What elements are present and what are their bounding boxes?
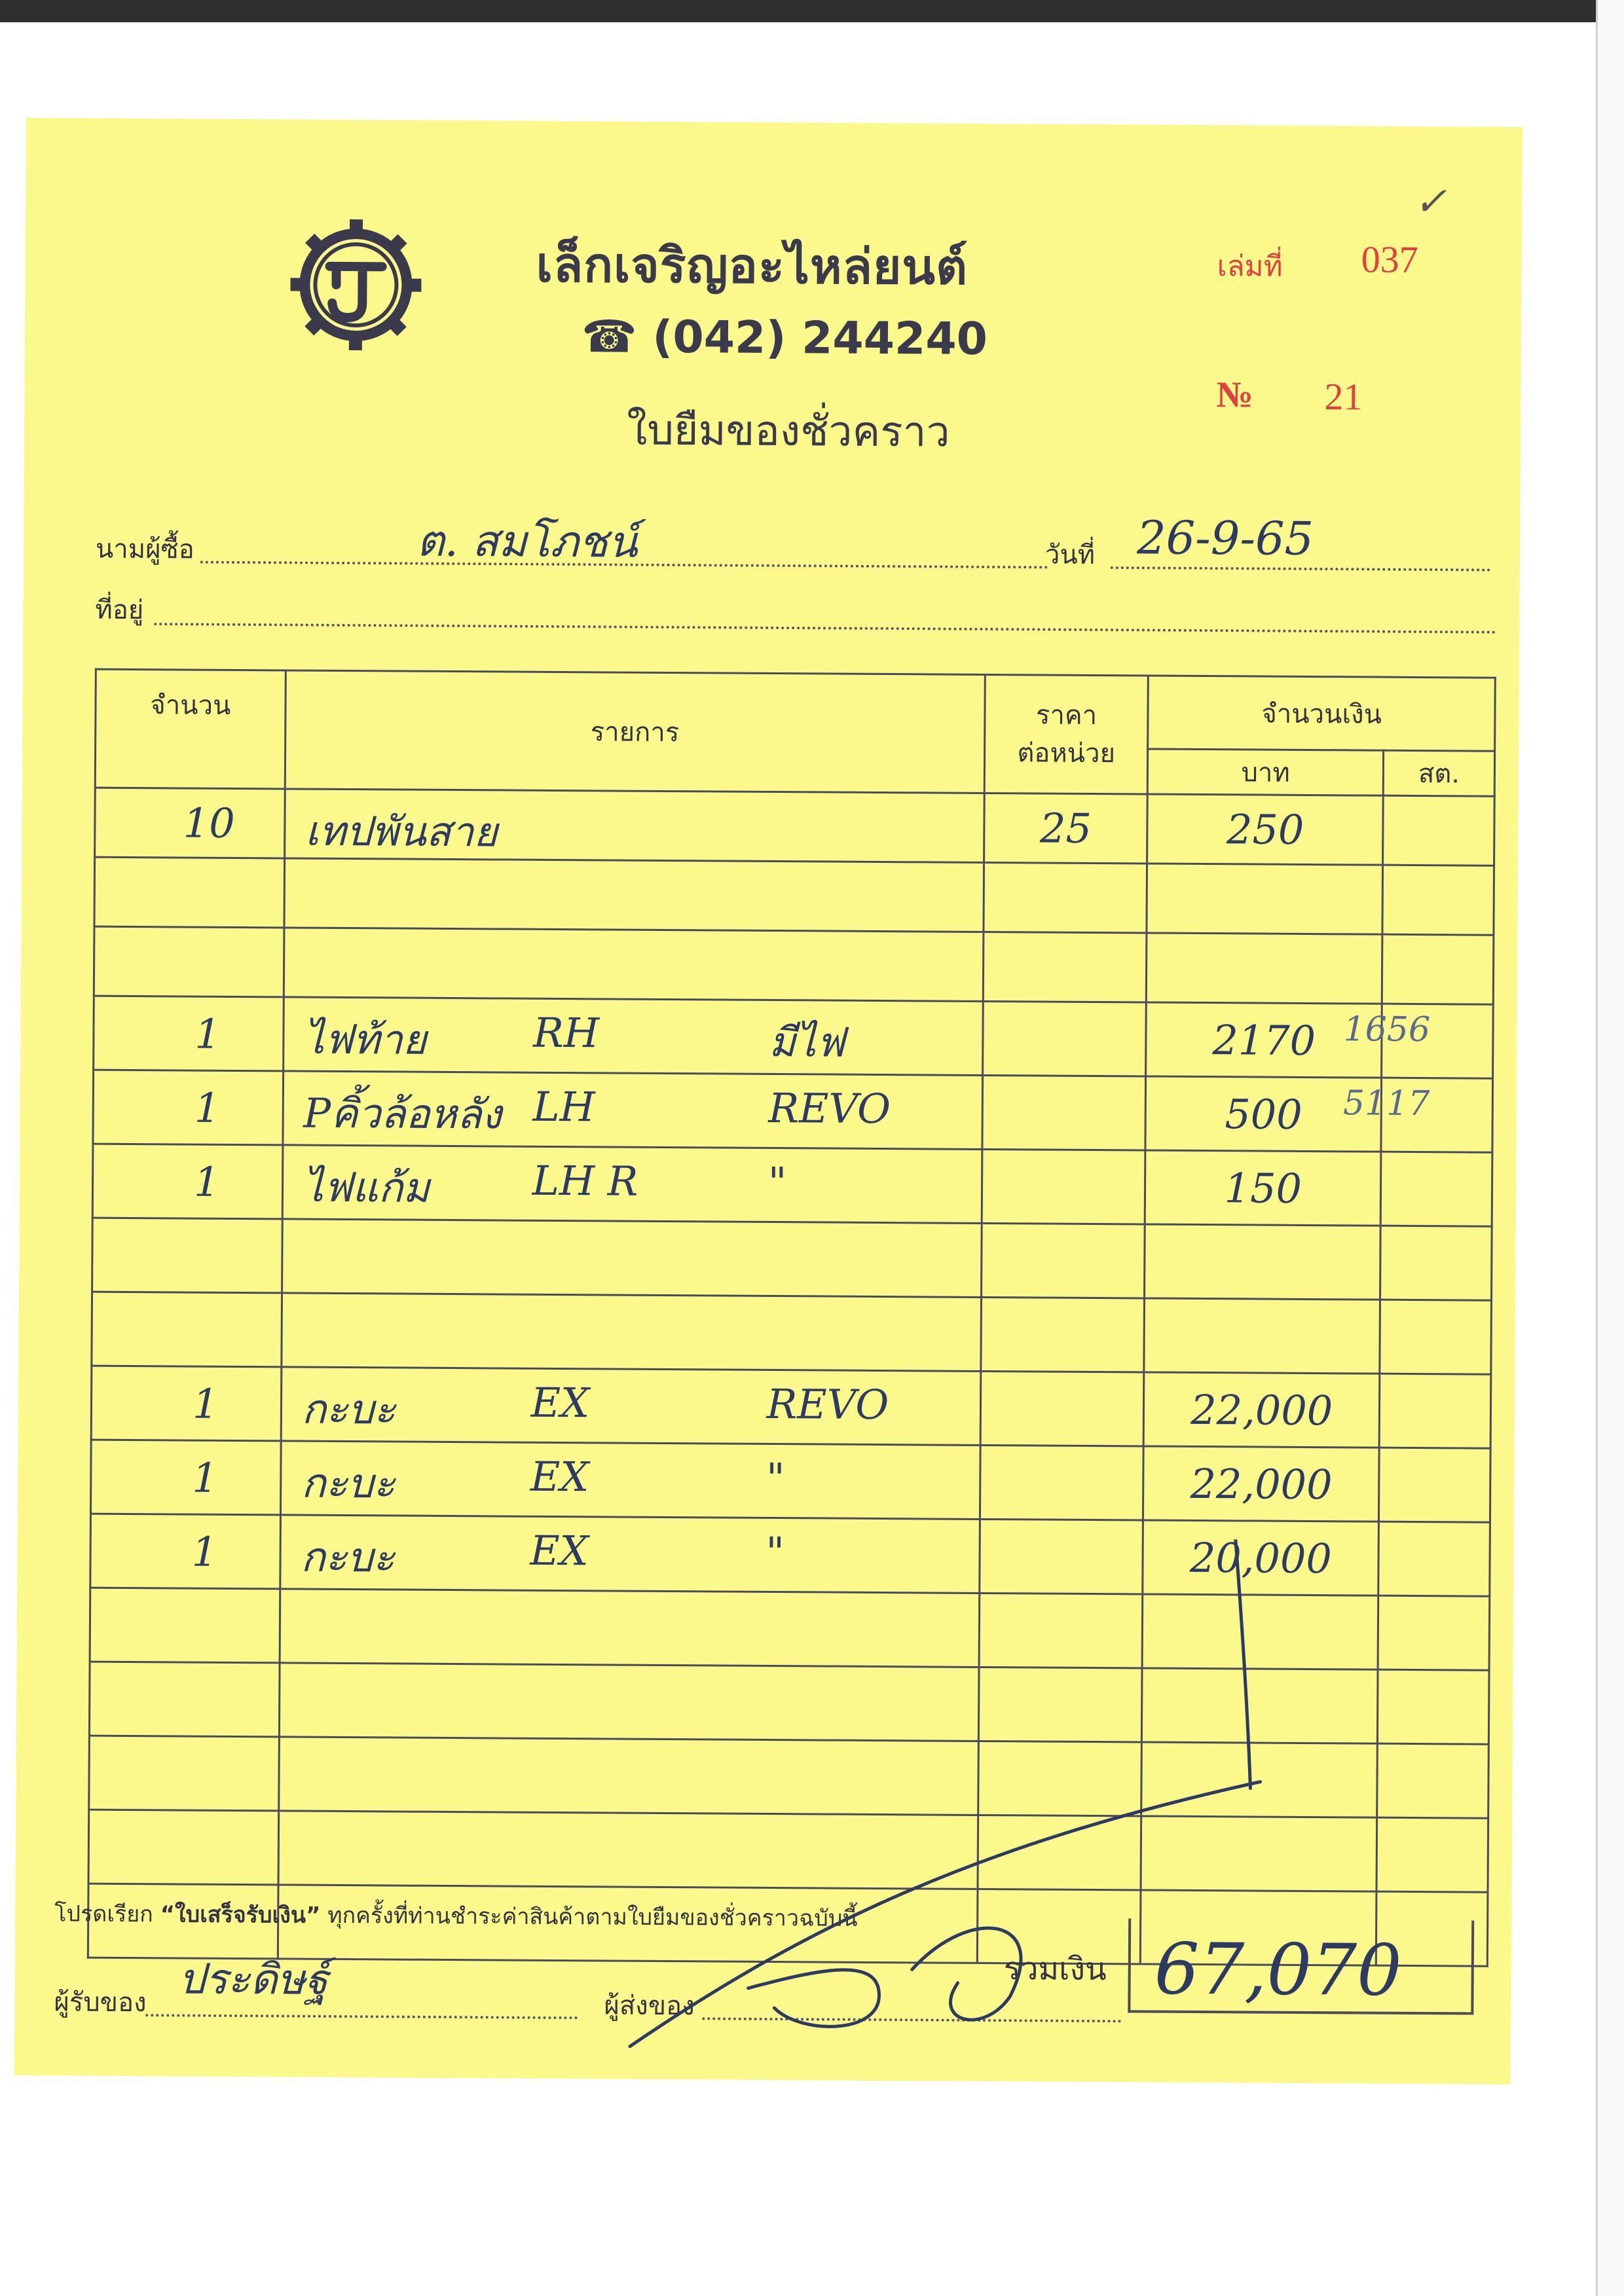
row-satang [1382,865,1494,935]
row-unit-price [981,1297,1145,1372]
row-satang [1377,1743,1489,1818]
book-label: เล่มที่ [1217,249,1283,283]
row-baht-text: 150 [1224,1163,1302,1212]
header-unit-price [984,674,1149,794]
row-item [282,1293,982,1372]
row-note: 5117 [1342,1084,1430,1124]
table-row [94,857,1494,935]
shop-phone [581,311,988,365]
table-row [91,1366,1491,1448]
shop-name: เล็กเจริญอะไหล่ยนต์ [536,236,969,296]
row-qty [95,788,285,858]
row-qty-text: 1 [193,1157,220,1206]
row-qty-text: 1 [192,1379,219,1428]
signature-scribble [604,1535,1327,2064]
note-bold: “ใบเสร็จรับเงิน” [160,1901,321,1929]
address-label: ที่อยู่ [95,594,144,626]
row-col3: REVO [766,1379,889,1429]
document-number: 21 [1324,375,1363,418]
row-qty [92,1292,282,1367]
header-satang: สต. [1383,750,1494,796]
row-satang [1376,1817,1488,1892]
header-qty: จำนวน [95,669,286,789]
corner-check-mark: ✓ [1414,178,1447,225]
customer-name-value: ต. สมโภชน์ [416,515,638,568]
date-label: วันที่ [1044,539,1096,570]
table-row [90,1440,1490,1522]
table-row [94,996,1494,1078]
receiver-signature: ประดิษฐ์ [178,1955,329,2005]
row-item [282,1219,982,1298]
customer-name-label: นามผู้ซื้อ [95,534,194,565]
date-value: 26-9-65 [1136,511,1314,566]
table-row [92,1218,1492,1300]
row-qty-text: 1 [194,1010,221,1058]
row-item [284,858,984,932]
row-baht [1143,1446,1379,1522]
row-col2: EX [530,1526,589,1575]
row-satang [1380,1152,1492,1226]
row-item [282,1145,982,1224]
header-price-line1: ราคา [1035,700,1098,731]
row-qty [90,1514,280,1589]
total-label: รวมเงิน [1003,1950,1107,1988]
table-row [95,788,1495,866]
header-baht: บาท [1148,749,1384,795]
row-item [284,789,984,863]
row-qty [91,1366,281,1441]
number-label: № [1216,374,1253,416]
row-qty-text: 10 [183,799,235,847]
telephone-icon: ☎ [581,311,637,363]
row-unit-price [984,862,1147,933]
row-unit-price [984,793,1147,864]
row-qty [88,1810,278,1885]
row-satang [1378,1595,1490,1670]
row-baht [1147,864,1382,934]
row-item [283,1071,983,1150]
header-price-line2: ต่อหน่วย [1017,738,1116,769]
row-col2: RH [532,1008,600,1057]
row-satang [1383,795,1494,866]
row-qty [94,926,284,997]
row-baht-text: 20,000 [1189,1533,1333,1582]
row-unit-price [983,932,1147,1002]
address-line [154,623,1496,634]
row-satang [1380,1300,1492,1374]
row-note: 1656 [1343,1010,1431,1050]
row-baht [1144,1372,1380,1448]
row-col3: REVO [768,1084,891,1133]
note-prefix: โปรดเรียก [54,1901,153,1928]
scan-border-top [0,0,1624,22]
row-unit-price-text: 25 [1039,804,1092,852]
row-qty-text: 1 [192,1453,219,1502]
row-col3: มีไฟ [768,1017,845,1066]
row-qty-text: 1 [194,1084,221,1132]
row-col2: LH R [532,1156,638,1205]
row-unit-price [980,1371,1144,1446]
book-number: 037 [1361,238,1418,281]
row-item: เทปพันสาย [304,807,498,856]
total-value: 67,070 [1154,1928,1403,2012]
row-satang [1379,1448,1491,1522]
row-satang [1380,1226,1492,1300]
row-qty [89,1736,279,1811]
table-row [92,1292,1492,1374]
table-row [92,1144,1492,1226]
row-unit-price [982,1001,1146,1076]
row-qty [94,857,284,928]
row-baht-text: 2170 [1212,1015,1316,1065]
sender-label: ผู้ส่งของ [604,1990,695,2022]
receipt-paper [14,118,1522,2085]
row-baht-text: 250 [1226,805,1304,854]
row-item: กะบะ [301,1459,396,1508]
row-qty [92,1144,282,1219]
note-suffix: ทุกครั้งที่ท่านชำระค่าสินค้าตามใบยืมของชั่วคราวฉบับนี้ [327,1902,858,1932]
row-col2: EX [530,1378,590,1427]
receiver-label: ผู้รับของ [54,1987,147,2018]
table-row [94,926,1494,1004]
row-satang [1342,1078,1493,1152]
date-line [1111,566,1490,572]
row-col2: LH [532,1082,595,1131]
row-baht-text: 22,000 [1190,1385,1333,1434]
row-baht-text: 22,000 [1190,1459,1333,1508]
table-row [93,1070,1493,1152]
header-item: รายการ [285,670,985,793]
row-satang [1378,1522,1490,1596]
header-amount: จำนวนเงิน [1148,676,1495,751]
row-satang [1382,934,1493,1004]
row-item: Pคิ้วล้อหลัง [303,1089,502,1139]
row-item [284,928,984,1002]
row-item: กะบะ [301,1385,396,1434]
row-item [283,997,983,1076]
row-baht [1147,794,1383,865]
row-qty [92,1218,282,1293]
row-baht [1147,933,1382,1004]
row-col2: EX [530,1452,589,1501]
row-item [281,1367,981,1446]
row-qty-text: 1 [191,1527,218,1576]
row-col3: " [766,1453,785,1503]
document-title: ใบยืมของชั่วคราว [626,406,950,457]
row-item: กะบะ [301,1533,395,1582]
row-qty [94,996,284,1071]
row-qty [90,1588,280,1663]
row-baht [1144,1298,1380,1374]
row-satang [1378,1669,1490,1744]
row-item: ไฟท้าย [303,1015,427,1064]
row-baht-text: 500 [1225,1089,1302,1139]
receiver-line [145,2014,578,2019]
row-col3: " [767,1157,787,1207]
row-col3: " [766,1527,785,1576]
row-satang [1343,1004,1494,1078]
phone-number: (042) 244240 [652,311,988,365]
row-qty [89,1662,279,1737]
row-satang [1379,1374,1491,1448]
row-unit-price [980,1445,1143,1520]
row-unit-price [982,1149,1145,1224]
row-unit-price [981,1223,1145,1298]
row-item: ไฟแก้ม [303,1163,430,1212]
scan-border-right [1596,0,1624,2296]
row-baht [1145,1150,1381,1226]
row-item [280,1441,980,1520]
row-qty [90,1440,280,1515]
shop-logo [290,219,422,350]
row-qty [93,1070,283,1145]
row-baht [1145,1224,1380,1300]
row-unit-price [982,1075,1146,1150]
